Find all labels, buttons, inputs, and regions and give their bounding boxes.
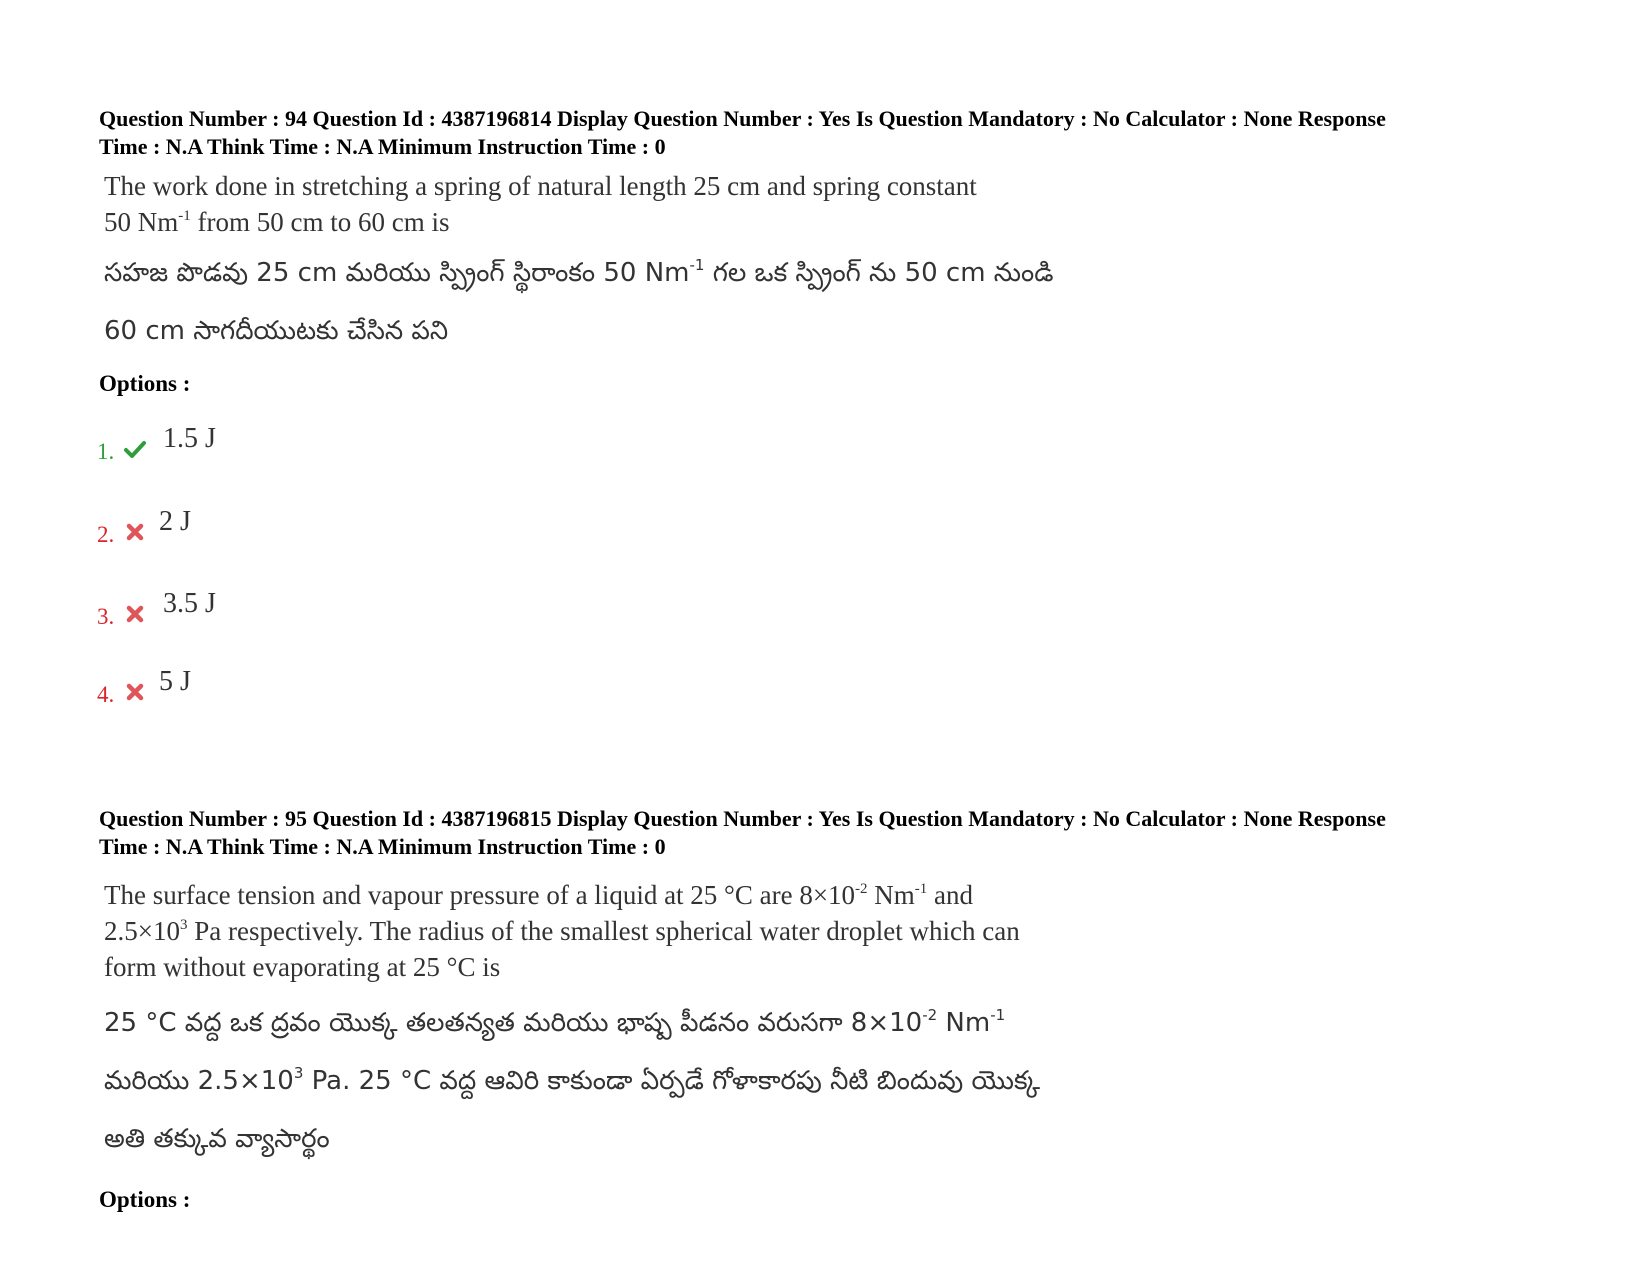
telugu-text: అతి తక్కువ వ్యాసార్థం — [104, 1124, 330, 1154]
telugu-text: గల ఒక స్ప్రింగ్ ను 50 cm నుండి — [704, 258, 1054, 288]
option-number: 1. — [97, 439, 115, 464]
superscript: -2 — [922, 1006, 938, 1024]
options-label: Options : — [99, 1187, 191, 1212]
question-95-english-text — [104, 877, 1204, 985]
telugu-text: Pa. 25 °C వద్ద ఆవిరి కాకుండా ఏర్పడే గోళాకారపు నీటి బిందువు యొక్క — [303, 1066, 1041, 1096]
telugu-text: 25 °C వద్ద ఒక ద్రవం యొక్క తలతన్యత మరియు భాష్ప పీడనం వరుసగా 8×10 — [104, 1008, 923, 1038]
option-4 — [97, 668, 497, 708]
superscript: -2 — [855, 881, 868, 897]
telugu-text: మరియు 2.5×10 — [104, 1066, 294, 1096]
question-95-telugu-line-2 — [104, 1066, 1214, 1102]
option-text: 1.5 J — [163, 423, 216, 454]
question-95-telugu-line-1 — [104, 1008, 1214, 1044]
option-number: 3. — [97, 604, 115, 629]
option-text: 5 J — [159, 666, 191, 697]
question-text-line — [104, 204, 1204, 240]
option-text: 3.5 J — [163, 588, 216, 619]
superscript: -1 — [914, 881, 928, 897]
question-95-meta — [99, 805, 1579, 861]
question-meta-line: Time : N.A Think Time : N.A Minimum Instruction Time : 0 — [99, 834, 666, 859]
question-text: Pa respectively. The radius of the smallest spherical water droplet which can — [187, 916, 1020, 946]
question-meta-line: Question Number : 95 Question Id : 4387196815 Display Question Number : Yes Is Question Mandatory : No Calculator : None Response — [99, 806, 1386, 831]
cross-icon — [123, 602, 147, 626]
superscript: 3 — [293, 1064, 304, 1082]
cross-icon — [123, 520, 147, 544]
question-text: The surface tension and vapour pressure of a liquid at 25 °C are 8×10 — [104, 880, 856, 910]
question-text-line — [104, 949, 1204, 985]
telugu-text: Nm — [937, 1008, 991, 1038]
telugu-text: సహజ పొడవు 25 cm మరియు స్ప్రింగ్ స్థిరాంకం 50 Nm — [104, 258, 690, 288]
superscript: -1 — [178, 208, 191, 224]
options-label: Options : — [99, 371, 191, 396]
question-text-line — [104, 877, 1204, 913]
telugu-text: 60 cm సాగదీయుటకు చేసిన పని — [104, 316, 449, 346]
question-94-telugu-line-1 — [104, 258, 1214, 294]
superscript: -1 — [990, 1006, 1006, 1024]
question-text: from 50 cm to 60 cm is — [190, 207, 450, 237]
question-meta-line: Question Number : 94 Question Id : 4387196814 Display Question Number : Yes Is Question Mandatory : No Calculator : None Response — [99, 106, 1386, 131]
question-94-meta — [99, 105, 1579, 161]
option-3 — [97, 590, 497, 630]
question-meta-line: Time : N.A Think Time : N.A Minimum Instruction Time : 0 — [99, 134, 666, 159]
question-text: 2.5×10 — [104, 916, 180, 946]
question-95-telugu-line-3 — [104, 1124, 1214, 1160]
cross-icon — [123, 680, 147, 704]
question-94-telugu-line-2 — [104, 316, 1214, 352]
option-2 — [97, 508, 497, 548]
option-1 — [97, 425, 497, 465]
question-94-english-text — [104, 168, 1204, 240]
question-text: The work done in stretching a spring of natural length 25 cm and spring constant — [104, 171, 977, 201]
question-text: Nm — [867, 880, 915, 910]
question-text-line — [104, 168, 1204, 204]
option-number: 4. — [97, 682, 115, 707]
question-text: form without evaporating at 25 °C is — [104, 952, 501, 982]
question-text-line — [104, 913, 1204, 949]
option-number: 2. — [97, 522, 115, 547]
superscript: 3 — [179, 917, 188, 933]
question-text: and — [927, 880, 974, 910]
question-text: 50 Nm — [104, 207, 179, 237]
superscript: -1 — [689, 256, 705, 274]
check-icon — [123, 437, 147, 461]
option-text: 2 J — [159, 506, 191, 537]
